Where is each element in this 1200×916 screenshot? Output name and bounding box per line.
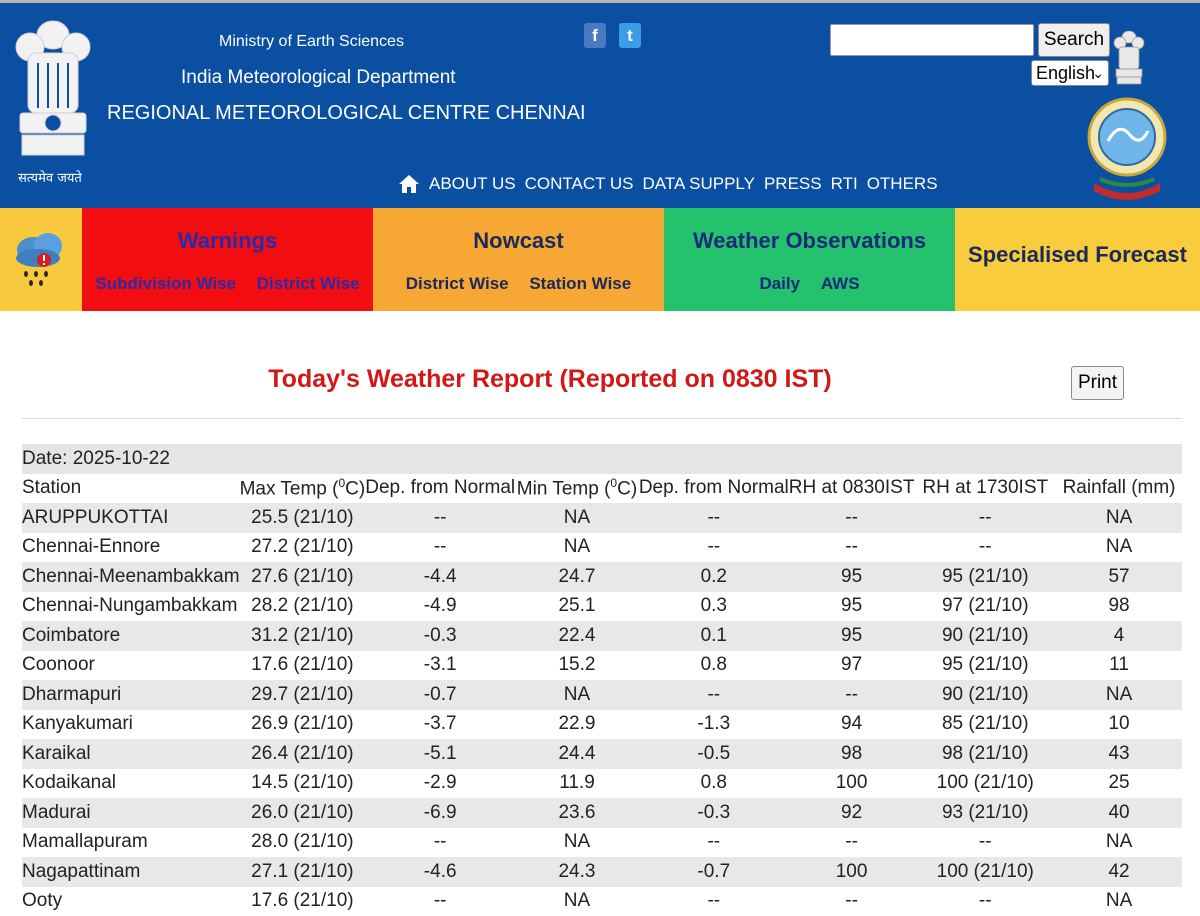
twitter-icon[interactable]: t (619, 23, 641, 48)
nowcast-title[interactable]: Nowcast (373, 228, 664, 254)
nav-others[interactable]: OTHERS (867, 174, 938, 194)
dep-max-cell: -0.7 (365, 680, 515, 710)
weather-report-table (22, 444, 1182, 916)
rh-1730-cell: -- (914, 533, 1056, 563)
dep-max-cell: -- (365, 503, 515, 533)
min-temp-cell: 24.7 (515, 562, 639, 592)
rainfall-cell: 40 (1056, 798, 1182, 828)
station-cell: Coimbatore (22, 621, 240, 651)
table-row (22, 680, 1182, 710)
department-name: India Meteorological Department (181, 67, 456, 89)
weather-alert-tile[interactable] (0, 208, 82, 311)
station-cell: Nagapattinam (22, 857, 240, 887)
top-navigation (398, 173, 938, 195)
search-button[interactable]: Search (1038, 23, 1110, 57)
dep-min-cell: -0.3 (639, 798, 789, 828)
language-select[interactable] (1031, 60, 1109, 86)
col-rh-1730: RH at 1730IST (914, 474, 1056, 504)
rainfall-cell: 42 (1056, 857, 1182, 887)
nowcast-station-wise-link[interactable]: Station Wise (529, 274, 631, 293)
rh-1730-cell: 97 (21/10) (914, 592, 1056, 622)
rh-1730-cell: -- (914, 828, 1056, 858)
dep-min-cell: 0.8 (639, 769, 789, 799)
rh-0830-cell: -- (789, 533, 915, 563)
rainfall-cell: 57 (1056, 562, 1182, 592)
nowcast-district-wise-link[interactable]: District Wise (406, 274, 509, 293)
col-min-temp: Min Temp ($^0$C) (515, 474, 639, 504)
station-cell: Ooty (22, 887, 240, 916)
min-temp-cell: 15.2 (515, 651, 639, 681)
min-temp-cell: NA (515, 533, 639, 563)
facebook-icon[interactable]: f (584, 23, 606, 48)
national-emblem-icon (8, 13, 98, 188)
station-cell: ARUPPUKOTTAI (22, 503, 240, 533)
rh-0830-cell: 100 (789, 857, 915, 887)
rainfall-cell: 4 (1056, 621, 1182, 651)
station-cell: Dharmapuri (22, 680, 240, 710)
station-cell: Karaikal (22, 739, 240, 769)
col-rainfall: Rainfall (mm) (1056, 474, 1182, 504)
min-temp-cell: NA (515, 828, 639, 858)
max-temp-cell: 28.2 (21/10) (240, 592, 366, 622)
rh-0830-cell: 95 (789, 592, 915, 622)
home-icon[interactable] (398, 173, 420, 195)
rh-1730-cell: 90 (21/10) (914, 680, 1056, 710)
emblem-small-icon (1113, 29, 1145, 85)
min-temp-cell: 11.9 (515, 769, 639, 799)
nav-press[interactable]: PRESS (764, 174, 822, 194)
dep-min-cell: 0.3 (639, 592, 789, 622)
report-date: Date: 2025-10-22 (22, 444, 1182, 474)
dep-min-cell: -0.7 (639, 857, 789, 887)
min-temp-cell: 24.3 (515, 857, 639, 887)
rh-0830-cell: -- (789, 828, 915, 858)
max-temp-cell: 26.0 (21/10) (240, 798, 366, 828)
chevron-down-icon: ⌄ (1092, 61, 1104, 85)
search-input[interactable] (830, 24, 1034, 56)
nav-about-us[interactable]: ABOUT US (429, 174, 516, 194)
rainfall-cell: NA (1056, 533, 1182, 563)
table-row (22, 857, 1182, 887)
station-cell: Chennai-Ennore (22, 533, 240, 563)
centre-name: REGIONAL METEOROLOGICAL CENTRE CHENNAI (107, 102, 586, 125)
col-rh-0830: RH at 0830IST (789, 474, 915, 504)
rainfall-cell: NA (1056, 828, 1182, 858)
report-title: Today's Weather Report (Reported on 0830 IST) (0, 365, 1100, 394)
rainfall-cell: 25 (1056, 769, 1182, 799)
table-row (22, 887, 1182, 916)
max-temp-cell: 17.6 (21/10) (240, 651, 366, 681)
min-temp-cell: NA (515, 887, 639, 916)
dep-max-cell: -- (365, 533, 515, 563)
rh-1730-cell: -- (914, 503, 1056, 533)
report-body (22, 503, 1182, 916)
rh-1730-cell: 95 (21/10) (914, 562, 1056, 592)
dep-max-cell: -4.6 (365, 857, 515, 887)
dep-max-cell: -- (365, 828, 515, 858)
dep-min-cell: 0.1 (639, 621, 789, 651)
print-button[interactable]: Print (1071, 366, 1124, 400)
observations-daily-link[interactable]: Daily (759, 274, 800, 293)
rh-0830-cell: 98 (789, 739, 915, 769)
dep-min-cell: -0.5 (639, 739, 789, 769)
rh-0830-cell: 92 (789, 798, 915, 828)
nowcast-tile (373, 208, 664, 311)
table-row (22, 621, 1182, 651)
max-temp-cell: 17.6 (21/10) (240, 887, 366, 916)
rh-1730-cell: -- (914, 887, 1056, 916)
rh-1730-cell: 100 (21/10) (914, 769, 1056, 799)
rh-1730-cell: 85 (21/10) (914, 710, 1056, 740)
imd-logo-icon (1086, 91, 1168, 203)
station-cell: Mamallapuram (22, 828, 240, 858)
min-temp-cell: 22.4 (515, 621, 639, 651)
table-row (22, 562, 1182, 592)
rh-1730-cell: 98 (21/10) (914, 739, 1056, 769)
col-station: Station (22, 474, 240, 504)
table-row (22, 503, 1182, 533)
station-cell: Chennai-Nungambakkam (22, 592, 240, 622)
dep-min-cell: 0.8 (639, 651, 789, 681)
ministry-name: Ministry of Earth Sciences (219, 33, 404, 51)
site-header (0, 0, 1200, 208)
rain-cloud-icon (0, 208, 82, 311)
col-max-temp: Max Temp ($^0$C) (240, 474, 366, 504)
table-row (22, 798, 1182, 828)
rainfall-cell: 11 (1056, 651, 1182, 681)
station-cell: Chennai-Meenambakkam (22, 562, 240, 592)
max-temp-cell: 26.9 (21/10) (240, 710, 366, 740)
nav-data-supply[interactable]: DATA SUPPLY (643, 174, 755, 194)
rh-0830-cell: 94 (789, 710, 915, 740)
dep-max-cell: -0.3 (365, 621, 515, 651)
nav-contact-us[interactable]: CONTACT US (525, 174, 634, 194)
rh-0830-cell: -- (789, 887, 915, 916)
rh-1730-cell: 90 (21/10) (914, 621, 1056, 651)
weather-observations-title[interactable]: Weather Observations (664, 228, 955, 254)
max-temp-cell: 31.2 (21/10) (240, 621, 366, 651)
dep-min-cell: 0.2 (639, 562, 789, 592)
max-temp-cell: 25.5 (21/10) (240, 503, 366, 533)
rh-1730-cell: 93 (21/10) (914, 798, 1056, 828)
station-cell: Madurai (22, 798, 240, 828)
warnings-district-wise-link[interactable]: District Wise (257, 274, 360, 293)
dep-max-cell: -3.1 (365, 651, 515, 681)
col-dep-normal-min: Dep. from Normal (639, 474, 789, 504)
rainfall-cell: 98 (1056, 592, 1182, 622)
rainfall-cell: 43 (1056, 739, 1182, 769)
dep-max-cell: -4.9 (365, 592, 515, 622)
specialised-forecast-tile (955, 208, 1200, 311)
dep-min-cell: -- (639, 533, 789, 563)
station-cell: Coonoor (22, 651, 240, 681)
rh-0830-cell: 97 (789, 651, 915, 681)
table-row (22, 710, 1182, 740)
col-dep-normal-max: Dep. from Normal (365, 474, 515, 504)
rh-0830-cell: -- (789, 680, 915, 710)
max-temp-cell: 28.0 (21/10) (240, 828, 366, 858)
rh-0830-cell: 95 (789, 621, 915, 651)
max-temp-cell: 26.4 (21/10) (240, 739, 366, 769)
station-cell: Kanyakumari (22, 710, 240, 740)
rh-0830-cell: 100 (789, 769, 915, 799)
table-row (22, 533, 1182, 563)
dep-max-cell: -5.1 (365, 739, 515, 769)
rh-1730-cell: 100 (21/10) (914, 857, 1056, 887)
max-temp-cell: 14.5 (21/10) (240, 769, 366, 799)
min-temp-cell: 25.1 (515, 592, 639, 622)
min-temp-cell: NA (515, 503, 639, 533)
dep-max-cell: -3.7 (365, 710, 515, 740)
dep-max-cell: -4.4 (365, 562, 515, 592)
rh-0830-cell: -- (789, 503, 915, 533)
min-temp-cell: 22.9 (515, 710, 639, 740)
table-row (22, 651, 1182, 681)
language-value: English (1036, 63, 1095, 83)
weather-observations-tile (664, 208, 955, 311)
min-temp-cell: 23.6 (515, 798, 639, 828)
nav-rti[interactable]: RTI (831, 174, 858, 194)
specialised-forecast-title[interactable]: Specialised Forecast (955, 242, 1200, 268)
rainfall-cell: NA (1056, 680, 1182, 710)
dep-max-cell: -- (365, 887, 515, 916)
dep-max-cell: -2.9 (365, 769, 515, 799)
max-temp-cell: 27.1 (21/10) (240, 857, 366, 887)
dep-min-cell: -- (639, 503, 789, 533)
dep-min-cell: -- (639, 828, 789, 858)
dep-max-cell: -6.9 (365, 798, 515, 828)
warnings-tile (82, 208, 373, 311)
national-motto: सत्यमेव जयते (18, 168, 82, 186)
table-row (22, 592, 1182, 622)
divider (22, 418, 1182, 419)
main-menu-band (0, 208, 1200, 311)
table-row (22, 739, 1182, 769)
warnings-title[interactable]: Warnings (82, 228, 373, 254)
observations-aws-link[interactable]: AWS (821, 274, 860, 293)
table-row (22, 769, 1182, 799)
min-temp-cell: NA (515, 680, 639, 710)
min-temp-cell: 24.4 (515, 739, 639, 769)
dep-min-cell: -- (639, 887, 789, 916)
rainfall-cell: 10 (1056, 710, 1182, 740)
max-temp-cell: 29.7 (21/10) (240, 680, 366, 710)
max-temp-cell: 27.6 (21/10) (240, 562, 366, 592)
rainfall-cell: NA (1056, 503, 1182, 533)
weather-report-table-wrap (22, 444, 1182, 916)
station-cell: Kodaikanal (22, 769, 240, 799)
dep-min-cell: -- (639, 680, 789, 710)
table-row (22, 828, 1182, 858)
rh-0830-cell: 95 (789, 562, 915, 592)
rainfall-cell: NA (1056, 887, 1182, 916)
warnings-subdivision-wise-link[interactable]: Subdivision Wise (95, 274, 236, 293)
dep-min-cell: -1.3 (639, 710, 789, 740)
rh-1730-cell: 95 (21/10) (914, 651, 1056, 681)
max-temp-cell: 27.2 (21/10) (240, 533, 366, 563)
